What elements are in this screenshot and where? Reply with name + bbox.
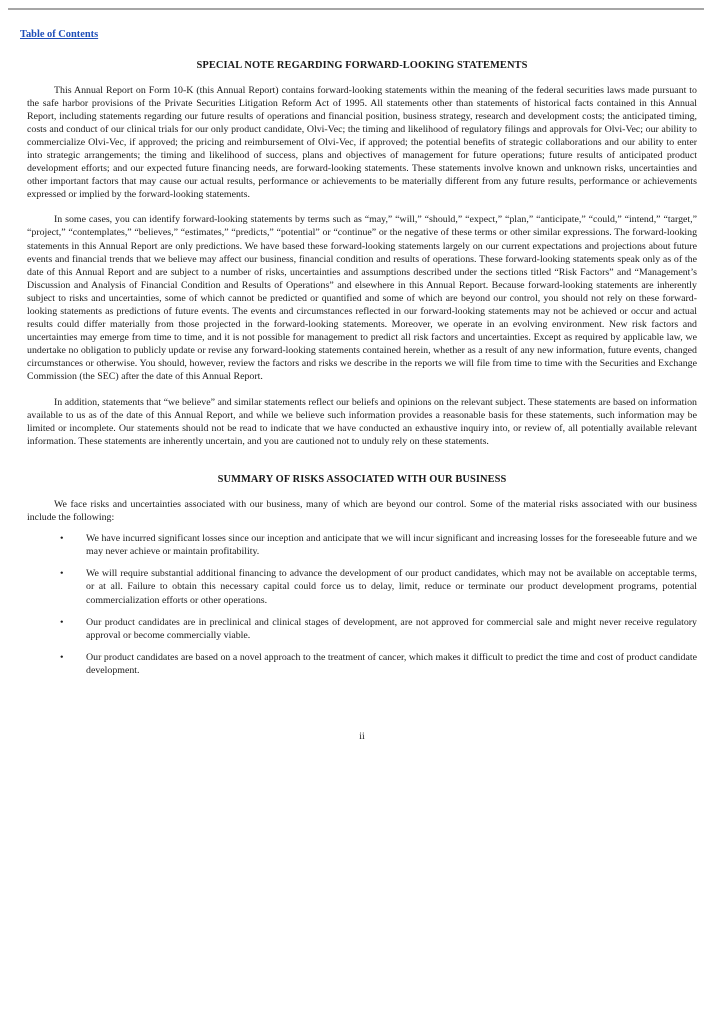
risk-bullet-list [27, 532, 697, 676]
risk-bullet-item [27, 532, 697, 558]
page-number: ii [359, 731, 365, 742]
risk-bullet-text: We will require substantial additional financing to advance the development of our product candidates, which may not be available on acceptable terms, or at all. Failure to obtain this necessary capital could force us to delay, limit, reduce or terminate our product development programs, potential commercialization efforts or other operations. [86, 568, 697, 606]
risk-bullet-item [27, 567, 697, 606]
risk-summary-intro: We face risks and uncertainties associated with our business, many of which are beyond our control. Some of the material risks associated with our business include the following: [27, 499, 697, 524]
risk-bullet-text: We have incurred significant losses since our inception and anticipate that we will incur significant and increasing losses for the foreseeable future and we may never achieve or maintain profitability. [86, 533, 697, 558]
document-body [27, 60, 697, 686]
risk-summary-heading: SUMMARY OF RISKS ASSOCIATED WITH OUR BUSINESS [217, 474, 507, 486]
forward-looking-heading: SPECIAL NOTE REGARDING FORWARD-LOOKING STATEMENTS [196, 60, 528, 71]
forward-looking-paragraph-2: In some cases, you can identify forward-looking statements by terms such as “may,” “will,” “should,” “expect,” “plan,” “anticipate,” “could,” “intend,” “target,” “project,” “contemplates,” “believes,” “estimates,” “predicts,” “potential” or “continue” or the negative of these terms or other similar expressions. The forward-looking statements in this Annual Report are only predictions. We have based these forward-looking statements largely on our current expectations and projections about future events and financial trends that we believe may affect our business, financial condition and results of operations. These forward-looking statements speak only as of the date of this Annual Report and are subject to a number of risks, uncertainties and assumptions described under the sections titled “Risk Factors” and “Management’s Discussion and Analysis of Financial Condition and Results of Operations” and elsewhere in this Annual Report. Because forward-looking statements are inherently subject to risks and uncertainties, some of which cannot be predicted or quantified and some of which are beyond our control, you should not rely on these forward-looking statements as predictions of future events. The events and circumstances reflected in our forward-looking statements may not be achieved or occur and actual results could differ materially from those projected in the forward-looking statements. Moreover, we operate in an evolving environment. New risk factors and uncertainties may emerge from time to time, and it is not possible for management to predict all risk factors and uncertainties. Except as required by applicable law, we undertake no obligation to publicly update or revise any forward-looking statements contained herein, whether as a result of any new information, future events, changed circumstances or otherwise. You should, however, review the factors and risks we describe in the reports we will file from time to time with the Securities and Exchange Commission (the SEC) after the date of this Annual Report. [27, 214, 697, 382]
forward-looking-paragraph-3: In addition, statements that “we believe” and similar statements reflect our beliefs and opinions on the relevant subject. These statements are based on information available to us as of the date of this Annual Report, and while we believe such information provides a reasonable basis for these statements, such information may be limited or incomplete. Our statements should not be read to indicate that we have conducted an exhaustive inquiry into, or review of, all potentially available relevant information. These statements are inherently uncertain, and you are cautioned not to unduly rely on these statements. [27, 397, 697, 448]
risk-bullet-item [27, 616, 697, 642]
forward-looking-paragraph-1: This Annual Report on Form 10-K (this Annual Report) contains forward-looking statements within the meaning of the federal securities laws made pursuant to the safe harbor provisions of the Private Securities Litigation Reform Act of 1995. All statements other than statements of historical facts contained in this Annual Report, including statements regarding our future results of operations and financial position, business strategy, research and development costs; the anticipated timing, costs and conduct of our clinical trials for our only product candidate, Olvi-Vec; the timing and likelihood of regulatory filings and approvals for Olvi-Vec; our ability to commercialize Olvi-Vec, if approved; the pricing and reimbursement of Olvi-Vec, if approved; the potential benefits of strategic collaborations and our ability to enter into strategic arrangements; the timing and likelihood of success, plans and objectives of management for future operations; future results of anticipated product development efforts; and our expected future financing needs, are forward-looking statements. These statements involve known and unknown risks, uncertainties and other important factors that may cause our actual results, performance or achievements to be materially different from any future results, performance or achievements expressed or implied by the forward-looking statements. [27, 85, 697, 201]
risk-bullet-text: Our product candidates are based on a novel approach to the treatment of cancer, which makes it difficult to predict the time and cost of product candidate development. [86, 651, 697, 676]
risk-bullet-text: Our product candidates are in preclinical and clinical stages of development, are not approved for commercial sale and might never receive regulatory approval or become commercially viable. [86, 616, 697, 641]
bullet-mark: • [60, 568, 64, 580]
bullet-mark: • [60, 651, 64, 663]
risk-bullet-item [27, 651, 697, 677]
top-rule [8, 8, 704, 10]
table-of-contents-link[interactable]: Table of Contents [20, 29, 99, 40]
bullet-mark: • [60, 533, 64, 545]
bullet-mark: • [60, 616, 64, 628]
